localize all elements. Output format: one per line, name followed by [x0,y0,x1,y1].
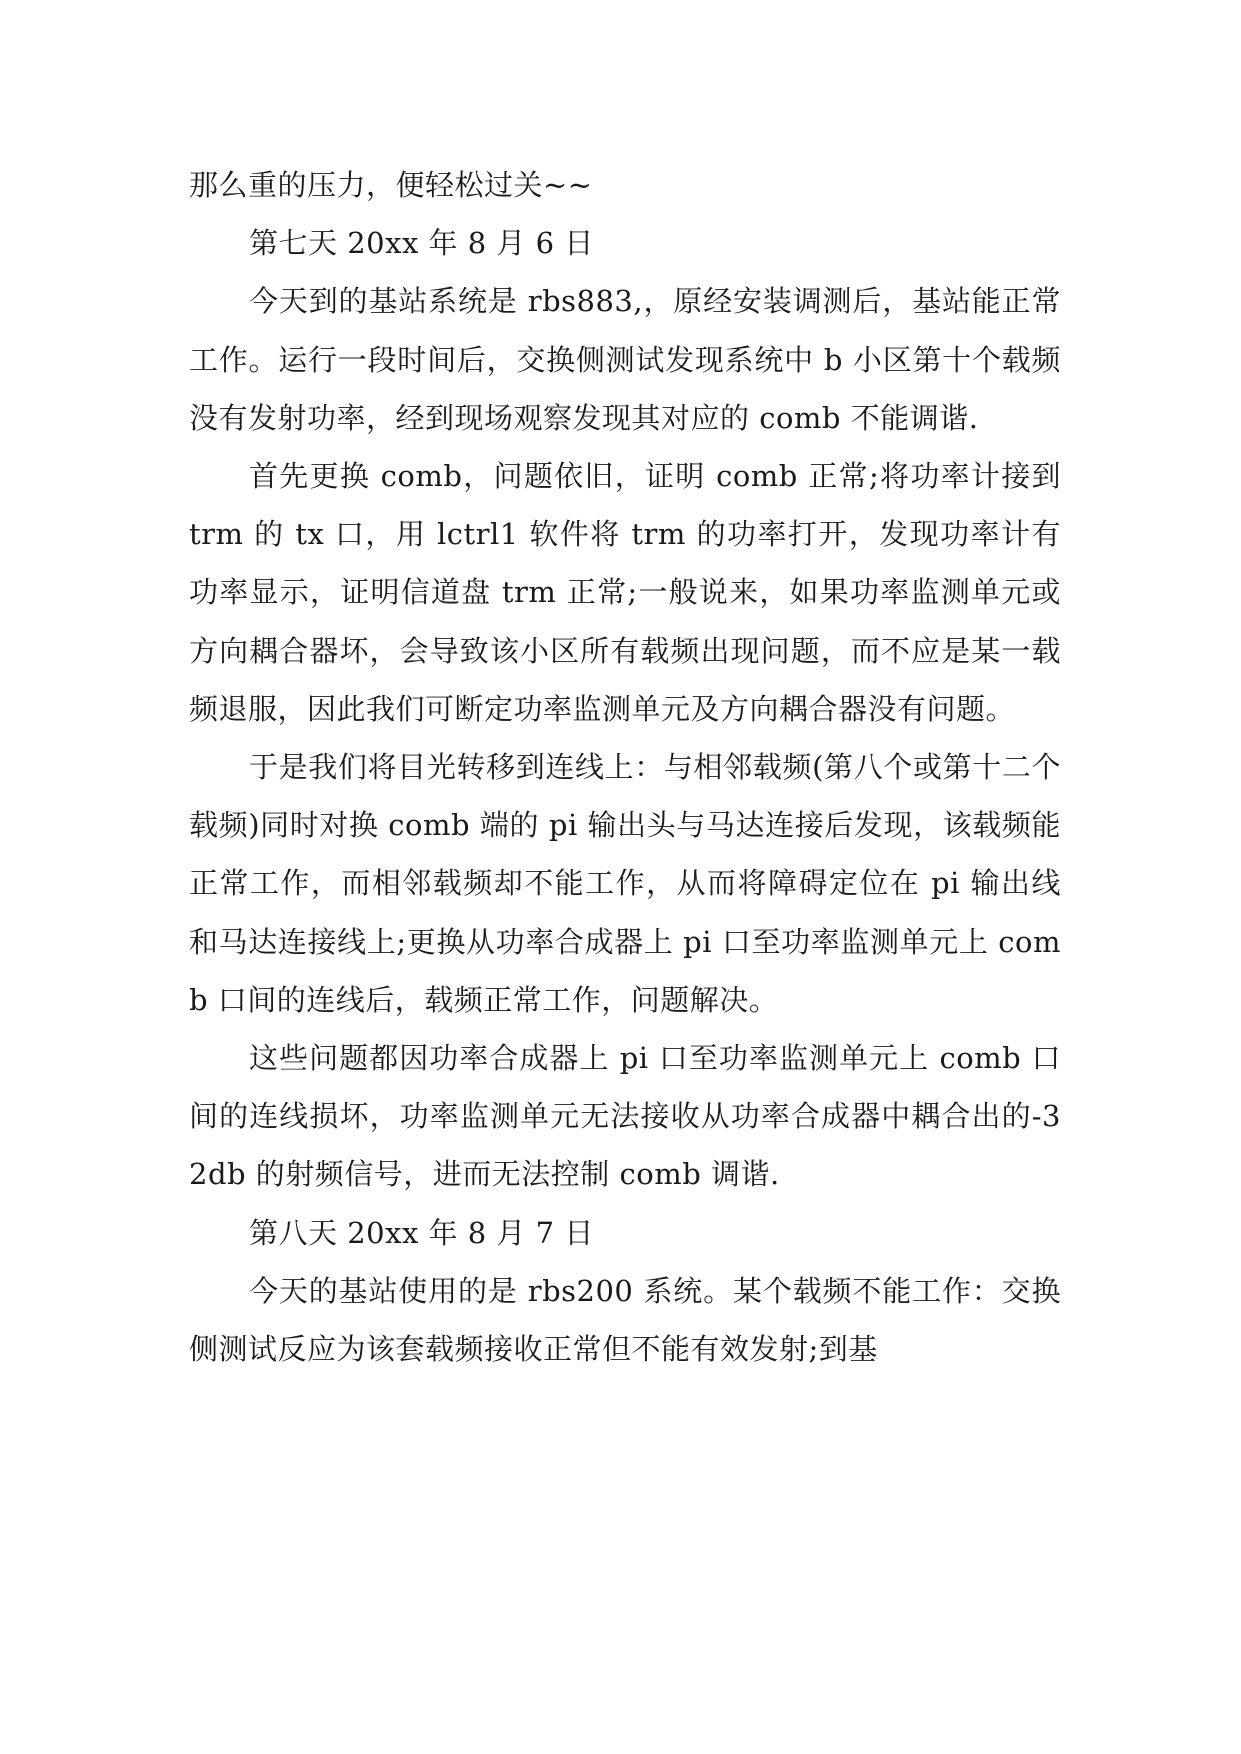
paragraph-troubleshooting: 首先更换 comb，问题依旧，证明 comb 正常;将功率计接到 trm 的 tx 口，用 lctrl1 软件将 trm 的功率打开，发现功率计有功率显示，证明信道盘 trm 正常;一般说来，如果功率监测单元或方向耦合器坏，会导致该小区所有载频出现问题，而不应是某一载频退服，因此我们可断定功率监测单元及方向耦合器没有问题。 [189,459,1061,726]
paragraph-rbs883-problem: 今天到的基站系统是 rbs883,，原经安装调测后，基站能正常工作。运行一段时间后，交换侧测试发现系统中 b 小区第十个载频没有发射功率，经到现场观察发现其对应的 comb 不能调谐. [189,284,1061,435]
paragraph-day-seven-heading: 第七天 20xx 年 8 月 6 日 [249,226,594,261]
document-body [189,156,1061,1378]
paragraph-day-eight-heading: 第八天 20xx 年 8 月 7 日 [249,1215,594,1250]
paragraph-rbs200-problem: 今天的基站使用的是 rbs200 系统。某个载频不能工作：交换侧测试反应为该套载频接收正常但不能有效发射;到基 [189,1273,1061,1367]
paragraph-continuation: 那么重的压力，便轻松过关~~ [189,168,593,202]
paragraph-root-cause: 这些问题都因功率合成器上 pi 口至功率监测单元上 comb 口间的连线损坏，功率监测单元无法接收从功率合成器中耦合出的-32db 的射频信号，进而无法控制 comb 调谐. [189,1041,1061,1192]
paragraph-cable-check: 于是我们将目光转移到连线上：与相邻载频(第八个或第十二个载频)同时对换 comb 端的 pi 输出头与马达连接后发现，该载频能正常工作，而相邻载频却不能工作，从而将障碍定位在 pi 输出线和马达连接线上;更换从功率合成器上 pi 口至功率监测单元上 comb 口间的连线后，载频正常工作，问题解决。 [189,750,1061,1017]
